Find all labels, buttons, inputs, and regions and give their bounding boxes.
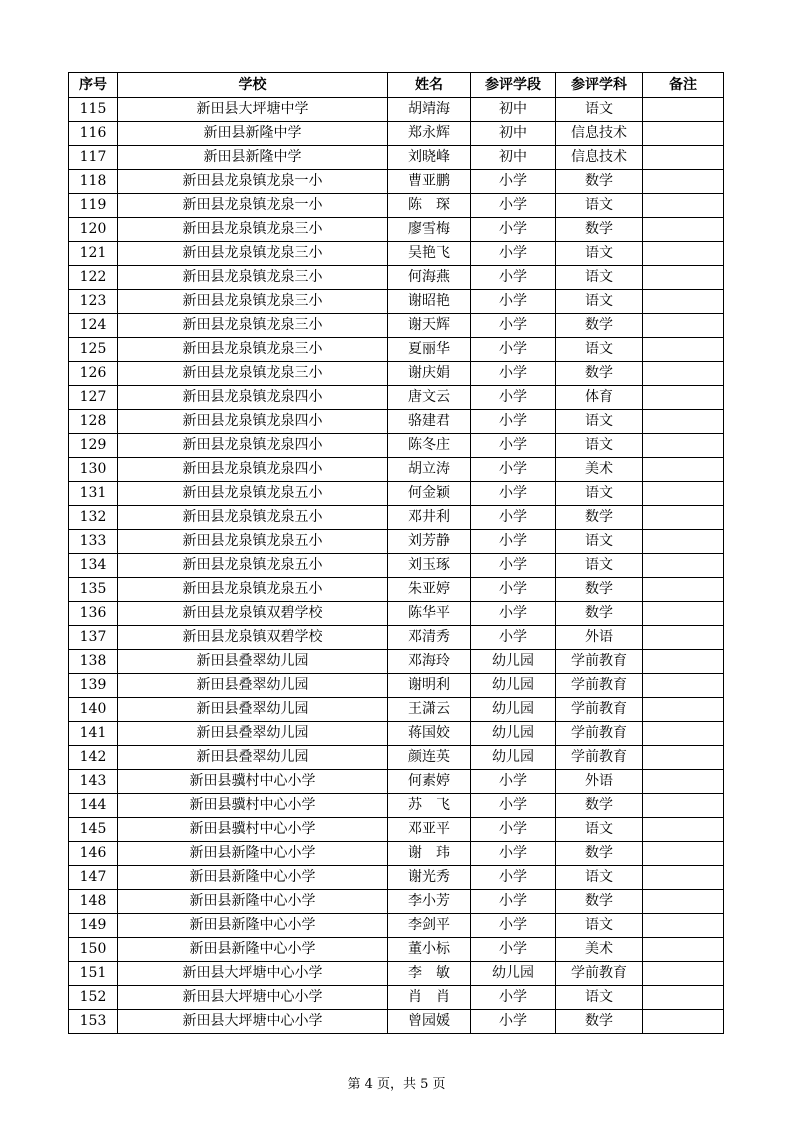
cell-index: 126 — [69, 362, 118, 386]
page-footer: 第 4 页，共 5 页 — [347, 1077, 446, 1092]
cell-school: 新田县龙泉镇龙泉一小 — [118, 170, 388, 194]
cell-subject: 外语 — [556, 626, 643, 650]
cell-index: 141 — [69, 722, 118, 746]
table-row — [69, 386, 724, 410]
cell-index: 131 — [69, 482, 118, 506]
table-row — [69, 746, 724, 770]
cell-index: 152 — [69, 986, 118, 1010]
cell-school: 新田县龙泉镇双碧学校 — [118, 626, 388, 650]
cell-stage: 小学 — [471, 482, 556, 506]
cell-name: 朱亚婷 — [388, 578, 471, 602]
table-row — [69, 554, 724, 578]
cell-index: 150 — [69, 938, 118, 962]
table-row — [69, 722, 724, 746]
cell-subject: 数学 — [556, 1010, 643, 1034]
cell-name: 吴艳飞 — [388, 242, 471, 266]
cell-school: 新田县叠翠幼儿园 — [118, 746, 388, 770]
cell-stage: 小学 — [471, 362, 556, 386]
cell-name: 陈冬庄 — [388, 434, 471, 458]
cell-stage: 小学 — [471, 530, 556, 554]
header-remarks: 备注 — [643, 73, 724, 98]
table-row — [69, 218, 724, 242]
header-index: 序号 — [69, 73, 118, 98]
cell-index: 118 — [69, 170, 118, 194]
cell-school: 新田县龙泉镇龙泉一小 — [118, 194, 388, 218]
cell-stage: 小学 — [471, 218, 556, 242]
table-row — [69, 290, 724, 314]
cell-subject: 语文 — [556, 434, 643, 458]
cell-name: 刘玉琢 — [388, 554, 471, 578]
table-row — [69, 938, 724, 962]
cell-remarks — [643, 746, 724, 770]
cell-remarks — [643, 410, 724, 434]
cell-stage: 小学 — [471, 986, 556, 1010]
table-row — [69, 962, 724, 986]
cell-stage: 初中 — [471, 98, 556, 122]
cell-remarks — [643, 434, 724, 458]
table-row — [69, 626, 724, 650]
table-row — [69, 242, 724, 266]
cell-name: 王潇云 — [388, 698, 471, 722]
cell-index: 122 — [69, 266, 118, 290]
cell-name: 谢明利 — [388, 674, 471, 698]
cell-stage: 初中 — [471, 146, 556, 170]
table-row — [69, 794, 724, 818]
cell-index: 140 — [69, 698, 118, 722]
cell-index: 146 — [69, 842, 118, 866]
cell-index: 128 — [69, 410, 118, 434]
table-row — [69, 530, 724, 554]
cell-index: 129 — [69, 434, 118, 458]
cell-school: 新田县新隆中心小学 — [118, 842, 388, 866]
cell-remarks — [643, 170, 724, 194]
cell-remarks — [643, 890, 724, 914]
cell-name: 骆建君 — [388, 410, 471, 434]
header-subject: 参评学科 — [556, 73, 643, 98]
cell-school: 新田县大坪塘中心小学 — [118, 986, 388, 1010]
cell-index: 135 — [69, 578, 118, 602]
table-row — [69, 650, 724, 674]
cell-index: 123 — [69, 290, 118, 314]
cell-subject: 数学 — [556, 218, 643, 242]
cell-subject: 语文 — [556, 338, 643, 362]
cell-school: 新田县龙泉镇龙泉五小 — [118, 530, 388, 554]
cell-stage: 小学 — [471, 602, 556, 626]
cell-stage: 小学 — [471, 626, 556, 650]
cell-name: 谢光秀 — [388, 866, 471, 890]
cell-school: 新田县龙泉镇龙泉三小 — [118, 362, 388, 386]
cell-name: 曾园媛 — [388, 1010, 471, 1034]
cell-index: 151 — [69, 962, 118, 986]
cell-remarks — [643, 242, 724, 266]
cell-subject: 数学 — [556, 890, 643, 914]
cell-subject: 语文 — [556, 98, 643, 122]
cell-subject: 美术 — [556, 458, 643, 482]
cell-school: 新田县龙泉镇龙泉三小 — [118, 242, 388, 266]
table-row — [69, 146, 724, 170]
cell-index: 134 — [69, 554, 118, 578]
cell-stage: 小学 — [471, 266, 556, 290]
cell-index: 148 — [69, 890, 118, 914]
table-row — [69, 410, 724, 434]
cell-remarks — [643, 218, 724, 242]
table-row — [69, 314, 724, 338]
cell-subject: 语文 — [556, 266, 643, 290]
cell-index: 120 — [69, 218, 118, 242]
cell-stage: 小学 — [471, 506, 556, 530]
cell-subject: 语文 — [556, 410, 643, 434]
cell-school: 新田县叠翠幼儿园 — [118, 674, 388, 698]
table-row — [69, 698, 724, 722]
cell-remarks — [643, 194, 724, 218]
cell-remarks — [643, 458, 724, 482]
cell-subject: 数学 — [556, 794, 643, 818]
cell-subject: 语文 — [556, 866, 643, 890]
cell-index: 138 — [69, 650, 118, 674]
cell-stage: 初中 — [471, 122, 556, 146]
cell-school: 新田县龙泉镇龙泉三小 — [118, 314, 388, 338]
cell-remarks — [643, 122, 724, 146]
cell-remarks — [643, 98, 724, 122]
table-row — [69, 674, 724, 698]
cell-name: 李小芳 — [388, 890, 471, 914]
cell-remarks — [643, 866, 724, 890]
cell-subject: 学前教育 — [556, 722, 643, 746]
cell-name: 肖 肖 — [388, 986, 471, 1010]
cell-name: 邓井利 — [388, 506, 471, 530]
cell-name: 李 敏 — [388, 962, 471, 986]
cell-school: 新田县骥村中心小学 — [118, 818, 388, 842]
cell-index: 142 — [69, 746, 118, 770]
cell-school: 新田县叠翠幼儿园 — [118, 650, 388, 674]
cell-school: 新田县龙泉镇龙泉四小 — [118, 434, 388, 458]
cell-index: 115 — [69, 98, 118, 122]
cell-index: 149 — [69, 914, 118, 938]
cell-school: 新田县大坪塘中学 — [118, 98, 388, 122]
cell-subject: 学前教育 — [556, 698, 643, 722]
cell-remarks — [643, 770, 724, 794]
cell-stage: 小学 — [471, 842, 556, 866]
cell-subject: 语文 — [556, 242, 643, 266]
cell-remarks — [643, 962, 724, 986]
cell-name: 何海燕 — [388, 266, 471, 290]
cell-stage: 幼儿园 — [471, 674, 556, 698]
cell-school: 新田县叠翠幼儿园 — [118, 698, 388, 722]
cell-subject: 数学 — [556, 362, 643, 386]
cell-index: 145 — [69, 818, 118, 842]
cell-school: 新田县龙泉镇龙泉四小 — [118, 410, 388, 434]
cell-subject: 语文 — [556, 818, 643, 842]
cell-name: 陈华平 — [388, 602, 471, 626]
cell-stage: 小学 — [471, 434, 556, 458]
cell-remarks — [643, 266, 724, 290]
cell-name: 蒋国姣 — [388, 722, 471, 746]
cell-stage: 小学 — [471, 818, 556, 842]
cell-index: 136 — [69, 602, 118, 626]
cell-index: 147 — [69, 866, 118, 890]
cell-remarks — [643, 698, 724, 722]
cell-school: 新田县龙泉镇龙泉三小 — [118, 266, 388, 290]
cell-stage: 小学 — [471, 866, 556, 890]
cell-remarks — [643, 986, 724, 1010]
cell-stage: 小学 — [471, 914, 556, 938]
cell-remarks — [643, 314, 724, 338]
cell-remarks — [643, 482, 724, 506]
cell-remarks — [643, 386, 724, 410]
cell-school: 新田县龙泉镇龙泉五小 — [118, 482, 388, 506]
cell-subject: 美术 — [556, 938, 643, 962]
cell-name: 曹亚鹏 — [388, 170, 471, 194]
table-row — [69, 266, 724, 290]
cell-name: 谢天辉 — [388, 314, 471, 338]
cell-name: 刘芳静 — [388, 530, 471, 554]
cell-name: 邓清秀 — [388, 626, 471, 650]
cell-subject: 外语 — [556, 770, 643, 794]
table-row — [69, 194, 724, 218]
cell-remarks — [643, 602, 724, 626]
cell-subject: 语文 — [556, 914, 643, 938]
cell-subject: 数学 — [556, 506, 643, 530]
table-row — [69, 866, 724, 890]
cell-subject: 数学 — [556, 314, 643, 338]
cell-subject: 语文 — [556, 554, 643, 578]
cell-name: 李剑平 — [388, 914, 471, 938]
cell-school: 新田县龙泉镇龙泉五小 — [118, 506, 388, 530]
cell-remarks — [643, 338, 724, 362]
cell-remarks — [643, 1010, 724, 1034]
cell-name: 谢昭艳 — [388, 290, 471, 314]
cell-stage: 幼儿园 — [471, 722, 556, 746]
cell-subject: 数学 — [556, 578, 643, 602]
cell-index: 125 — [69, 338, 118, 362]
cell-name: 邓亚平 — [388, 818, 471, 842]
cell-school: 新田县新隆中心小学 — [118, 914, 388, 938]
cell-stage: 小学 — [471, 770, 556, 794]
cell-stage: 幼儿园 — [471, 746, 556, 770]
cell-school: 新田县新隆中学 — [118, 146, 388, 170]
cell-name: 何素婷 — [388, 770, 471, 794]
cell-school: 新田县龙泉镇龙泉四小 — [118, 458, 388, 482]
cell-name: 胡立涛 — [388, 458, 471, 482]
cell-stage: 小学 — [471, 1010, 556, 1034]
cell-remarks — [643, 146, 724, 170]
cell-subject: 数学 — [556, 602, 643, 626]
cell-stage: 小学 — [471, 794, 556, 818]
table-row — [69, 506, 724, 530]
cell-name: 胡靖海 — [388, 98, 471, 122]
table-row — [69, 578, 724, 602]
table-row — [69, 818, 724, 842]
cell-name: 廖雪梅 — [388, 218, 471, 242]
cell-remarks — [643, 818, 724, 842]
cell-school: 新田县龙泉镇双碧学校 — [118, 602, 388, 626]
cell-index: 116 — [69, 122, 118, 146]
cell-subject: 语文 — [556, 986, 643, 1010]
cell-school: 新田县龙泉镇龙泉五小 — [118, 554, 388, 578]
cell-subject: 语文 — [556, 194, 643, 218]
cell-subject: 语文 — [556, 290, 643, 314]
cell-index: 133 — [69, 530, 118, 554]
cell-name: 谢庆娟 — [388, 362, 471, 386]
cell-remarks — [643, 578, 724, 602]
cell-remarks — [643, 674, 724, 698]
cell-name: 刘晓峰 — [388, 146, 471, 170]
table-row — [69, 170, 724, 194]
cell-subject: 学前教育 — [556, 650, 643, 674]
cell-remarks — [643, 914, 724, 938]
table-row — [69, 770, 724, 794]
cell-school: 新田县龙泉镇龙泉五小 — [118, 578, 388, 602]
cell-remarks — [643, 938, 724, 962]
cell-subject: 学前教育 — [556, 746, 643, 770]
cell-remarks — [643, 650, 724, 674]
cell-subject: 语文 — [556, 482, 643, 506]
cell-stage: 小学 — [471, 290, 556, 314]
cell-name: 谢 玮 — [388, 842, 471, 866]
cell-stage: 小学 — [471, 386, 556, 410]
cell-name: 邓海玲 — [388, 650, 471, 674]
cell-school: 新田县骥村中心小学 — [118, 770, 388, 794]
table-row — [69, 1010, 724, 1034]
cell-stage: 幼儿园 — [471, 698, 556, 722]
cell-school: 新田县龙泉镇龙泉三小 — [118, 338, 388, 362]
table-row — [69, 986, 724, 1010]
cell-remarks — [643, 626, 724, 650]
table-row — [69, 458, 724, 482]
cell-subject: 信息技术 — [556, 146, 643, 170]
cell-index: 124 — [69, 314, 118, 338]
cell-stage: 小学 — [471, 578, 556, 602]
cell-school: 新田县新隆中心小学 — [118, 866, 388, 890]
cell-school: 新田县大坪塘中心小学 — [118, 1010, 388, 1034]
cell-subject: 语文 — [556, 530, 643, 554]
cell-index: 130 — [69, 458, 118, 482]
cell-subject: 学前教育 — [556, 962, 643, 986]
table-row — [69, 434, 724, 458]
cell-index: 139 — [69, 674, 118, 698]
cell-name: 苏 飞 — [388, 794, 471, 818]
cell-school: 新田县龙泉镇龙泉四小 — [118, 386, 388, 410]
cell-index: 121 — [69, 242, 118, 266]
cell-subject: 体育 — [556, 386, 643, 410]
cell-stage: 小学 — [471, 338, 556, 362]
cell-index: 143 — [69, 770, 118, 794]
cell-school: 新田县龙泉镇龙泉三小 — [118, 218, 388, 242]
table-row — [69, 482, 724, 506]
cell-stage: 小学 — [471, 170, 556, 194]
table-row — [69, 914, 724, 938]
cell-name: 颜连英 — [388, 746, 471, 770]
participants-table — [68, 72, 724, 1034]
table-row — [69, 98, 724, 122]
cell-name: 何金颖 — [388, 482, 471, 506]
header-school: 学校 — [118, 73, 388, 98]
cell-name: 董小标 — [388, 938, 471, 962]
cell-subject: 数学 — [556, 170, 643, 194]
cell-school: 新田县新隆中学 — [118, 122, 388, 146]
cell-name: 陈 琛 — [388, 194, 471, 218]
cell-subject: 学前教育 — [556, 674, 643, 698]
cell-remarks — [643, 842, 724, 866]
header-name: 姓名 — [388, 73, 471, 98]
cell-remarks — [643, 554, 724, 578]
cell-stage: 小学 — [471, 458, 556, 482]
cell-remarks — [643, 362, 724, 386]
cell-school: 新田县叠翠幼儿园 — [118, 722, 388, 746]
cell-remarks — [643, 530, 724, 554]
header-row — [69, 73, 724, 98]
cell-remarks — [643, 290, 724, 314]
cell-stage: 幼儿园 — [471, 650, 556, 674]
cell-stage: 小学 — [471, 242, 556, 266]
cell-index: 117 — [69, 146, 118, 170]
cell-index: 132 — [69, 506, 118, 530]
cell-name: 唐文云 — [388, 386, 471, 410]
cell-name: 郑永辉 — [388, 122, 471, 146]
table-row — [69, 602, 724, 626]
cell-stage: 小学 — [471, 410, 556, 434]
table-row — [69, 122, 724, 146]
cell-school: 新田县龙泉镇龙泉三小 — [118, 290, 388, 314]
cell-stage: 小学 — [471, 314, 556, 338]
cell-subject: 数学 — [556, 842, 643, 866]
cell-stage: 小学 — [471, 194, 556, 218]
cell-stage: 小学 — [471, 554, 556, 578]
cell-index: 119 — [69, 194, 118, 218]
header-stage: 参评学段 — [471, 73, 556, 98]
table-row — [69, 338, 724, 362]
cell-school: 新田县新隆中心小学 — [118, 938, 388, 962]
cell-stage: 小学 — [471, 890, 556, 914]
table-row — [69, 890, 724, 914]
cell-index: 153 — [69, 1010, 118, 1034]
cell-stage: 小学 — [471, 938, 556, 962]
cell-index: 137 — [69, 626, 118, 650]
cell-remarks — [643, 794, 724, 818]
cell-name: 夏丽华 — [388, 338, 471, 362]
table-row — [69, 842, 724, 866]
cell-index: 127 — [69, 386, 118, 410]
cell-school: 新田县新隆中心小学 — [118, 890, 388, 914]
cell-remarks — [643, 506, 724, 530]
table-row — [69, 362, 724, 386]
cell-index: 144 — [69, 794, 118, 818]
cell-stage: 幼儿园 — [471, 962, 556, 986]
cell-school: 新田县大坪塘中心小学 — [118, 962, 388, 986]
cell-school: 新田县骥村中心小学 — [118, 794, 388, 818]
cell-remarks — [643, 722, 724, 746]
cell-subject: 信息技术 — [556, 122, 643, 146]
